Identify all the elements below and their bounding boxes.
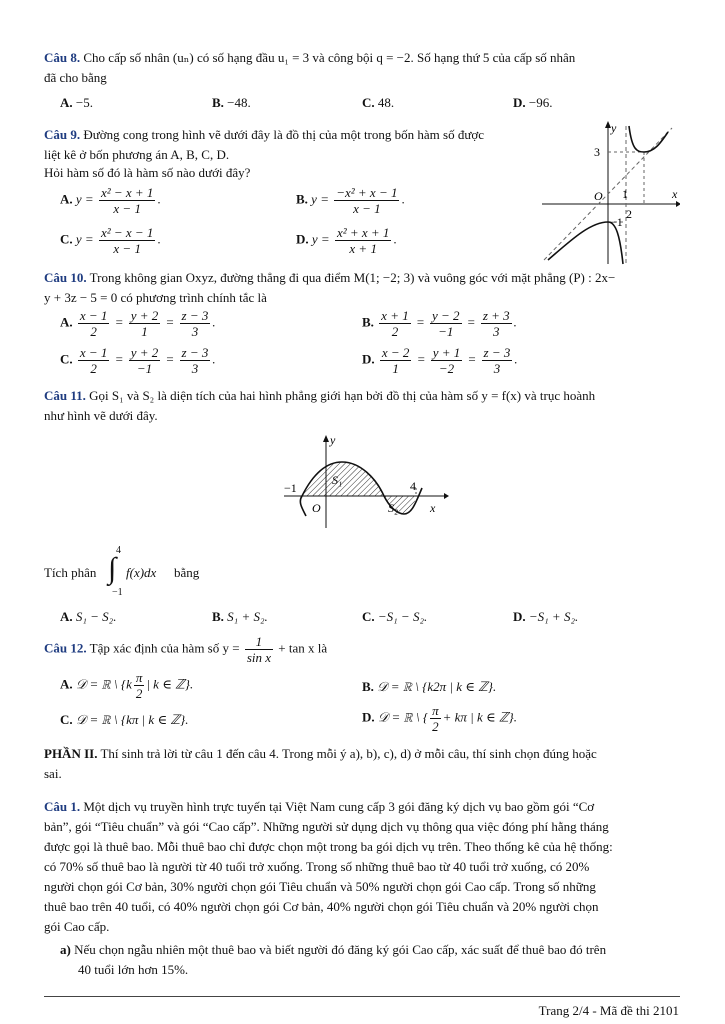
q10-label: Câu 10. <box>44 270 87 285</box>
p2q1-line4: có 70% số thuê bao là người từ 40 tuổi trở xuống. Trong số những thuê bao từ 40 tuổi trở xuống, có 20% <box>44 859 590 874</box>
q12-option-c[interactable]: C. 𝒟 = ℝ \ {kπ | k ∈ ℤ}. <box>60 712 189 727</box>
q8-stem-text: Cho cấp số nhân (uₙ) có số hạng đầu u₁ = 3 và công bội q = −2. Số hạng thứ 5 của cấp số nhân <box>83 50 576 65</box>
p2q1-label: Câu 1. <box>44 799 81 814</box>
q10-option-d[interactable]: D. $\frac{x - 2}{1}$ = $\frac{y + 1}{-2}$ = $\frac{z - 3}{3}$ . <box>362 345 518 376</box>
p2q1-line5: người chọn gói Cơ bản, 30% người chọn gói Tiêu chuẩn và 50% người chọn gói Cao cấp. Trong số những <box>44 879 596 894</box>
q9-label: Câu 9. <box>44 127 81 142</box>
q8-option-b[interactable]: B. −48. <box>212 95 251 110</box>
q9-stem-line2: liệt kê ở bốn phương án A, B, C, D. <box>44 147 230 162</box>
q11-integral-sign: ∫ <box>108 552 117 585</box>
q9-x-label: x <box>672 187 678 201</box>
q9-option-b[interactable]: B. y = $\frac{\text{−x² + x − 1}}{x - 1}$ . <box>296 185 405 216</box>
exam-page: Câu 8. Cho cấp số nhân (uₙ) có số hạng đầu u₁ = 3 và công bội q = −2. Số hạng thứ 5 của cấp số nhân đã cho bằng A. −5. B. −48. C. 48. D. −96. Câu 9. Đường cong trong hình vẽ dưới đây là đồ thị của một trong bốn hàm số được liệt kê ở bốn phương án A, B, C, D. Hỏi hàm số đó là hàm số nào dưới đây? A. y = $\frac{\text{x² − x + 1}}{x - 1}$ . B. y = $\frac{\text{−x² + x − 1}}{x - 1}$ . C. y = $\frac{\text{x² − x − 1}}{x - 1}$ . D. y = $\frac{\text{x² + x + 1}}{x + 1}$ . y x 3 O 1 2 −1 Câu 10. Trong không gian Oxyz, đường thẳng đi qua điểm M(1; −2; 3) và vuông góc với mặt phẳng (P) : 2x− y + 3z − 5 = 0 có phương trình chính tắc là A. $\frac{x - 1}{2}$ = $\frac{y + 2}{1}$ = $\frac{z - 3}{3}$ . B. $\frac{x + 1}{2}$ = $\frac{y - 2}{-1}$ = $\frac{z + 3}{3}$ . C. $\frac{x - 1}{2}$ = $\frac{y + 2}{-1}$ = $\frac{z - 3}{3}$ . D. $\frac{x - 2}{1}$ = $\frac{y + 1}{-2}$ = $\frac{z - 3}{3}$ . Câu 11. Gọi S₁ và S₂ là diện tích của hai hình phẳng giới hạn bởi đồ thị của hàm số y = f(x) và trục hoành như hình vẽ dưới đây. y x −1 O 4 S₁ S₂ Tích phân 4 ∫ −1 f(x)dx bằng A. S₁ − S₂. B. S₁ + S₂. C. −S₁ − S₂. D. −S₁ + S₂. Câu 12. Tập xác định của hàm số y = $\frac{1}{\text{sin x}}$ + tan x là A. 𝒟 = ℝ \ {k $\frac{\pi}{2}$ | k ∈ ℤ}. B. 𝒟 = ℝ \ {k2π | k ∈ ℤ}. C. 𝒟 = ℝ \ {kπ | k ∈ ℤ}. D. 𝒟 = ℝ \ { $\frac{\pi}{2}$ + kπ | k ∈ ℤ}. PHẦN II. Thí sinh trả lời từ câu 1 đến câu 4. Trong mỗi ý a), b), c), d) ở mỗi câu, thí sinh chọn đúng hoặc sai. Câu 1. Một dịch vụ truyền hình trực tuyến tại Việt Nam cung cấp 3 gói đăng ký dịch vụ bao gồm gói “Cơ bản”, gói “Tiêu chuẩn” và gói “Cao cấp”. Những người sử dụng dịch vụ thông qua việc đóng phí hằng tháng được gọi là thuê bao. Mỗi thuê bao chỉ được chọn một trong ba gói dịch vụ trên. Theo thống kê của hệ thống: có 70% số thuê bao là người từ 40 tuổi trở xuống. Trong số những thuê bao từ 40 tuổi trở xuống, có 20% người chọn gói Cơ bản, 30% người chọn gói Tiêu chuẩn và 50% người chọn gói Cao cấp. Trong số những thuê bao trên 40 tuổi, có 40% người chọn gói Cơ bản, 40% người chọn gói Tiêu chuẩn và 20% người chọn gói Cao cấp. a) Nếu chọn ngẫu nhiên một thuê bao và biết người đó đăng ký gói Cao cấp, xác suất để thuê bao đó trên 40 tuổi lớn hơn 15%. Trang 2/4 - Mã đề thi 2101 <box>44 50 679 1018</box>
q11-stem-line1: Câu 11. Gọi S₁ và S₂ là diện tích của hai hình phẳng giới hạn bởi đồ thị của hàm số y = f(x) và trục hoành <box>44 388 596 403</box>
p2q1-line6: thuê bao trên 40 tuổi, có 40% người chọn gói Cơ bản, 40% người chọn gói Tiêu chuẩn và 20% người chọn <box>44 899 599 914</box>
q11-y-arrow-icon <box>323 435 329 442</box>
q12-option-b[interactable]: B. 𝒟 = ℝ \ {k2π | k ∈ ℤ}. <box>362 679 497 694</box>
q11-option-d[interactable]: D. −S₁ + S₂. <box>513 609 579 624</box>
p2q1-line2: bản”, gói “Tiêu chuẩn” và gói “Cao cấp”. Những người sử dụng dịch vụ thông qua việc đóng phí hằng tháng <box>44 819 609 834</box>
q12-stem: Câu 12. Tập xác định của hàm số y = $\frac{1}{\text{sin x}}$ + tan x là <box>44 634 328 665</box>
p2q1-line3: được gọi là thuê bao. Mỗi thuê bao chỉ được chọn một trong ba gói dịch vụ trên. Theo thống kê của hệ thống: <box>44 839 613 854</box>
q8-label: Câu 8. <box>44 50 81 65</box>
q9-option-d[interactable]: D. y = $\frac{\text{x² + x + 1}}{x + 1}$ . <box>296 225 397 256</box>
q11-label: Câu 11. <box>44 388 86 403</box>
q9-x-arrow-icon <box>676 201 680 207</box>
q10-stem-line2: y + 3z − 5 = 0 có phương trình chính tắc là <box>44 290 267 305</box>
q9-function-graph <box>540 116 680 266</box>
part2-heading-line2: sai. <box>44 766 62 781</box>
q11-option-c[interactable]: C. −S₁ − S₂. <box>362 609 428 624</box>
q10-option-c[interactable]: C. $\frac{x - 1}{2}$ = $\frac{y + 2}{-1}$ = $\frac{z - 3}{3}$ . <box>60 345 216 376</box>
q11-x-arrow-icon <box>444 493 449 499</box>
q11-area-graph <box>280 432 450 532</box>
q9-tick-2: 2 <box>626 207 632 221</box>
q11-option-a[interactable]: A. S₁ − S₂. <box>60 609 117 624</box>
q9-stem-line3: Hỏi hàm số đó là hàm số nào dưới đây? <box>44 165 251 180</box>
part2-title: PHẦN II. <box>44 746 98 761</box>
p2q1-item-a-line2: 40 tuổi lớn hơn 15%. <box>78 962 189 977</box>
q9-tick-1: 1 <box>622 187 628 201</box>
q11-s1-label: S₁ <box>332 473 343 487</box>
q9-origin-label: O <box>594 189 603 203</box>
p2q1-line7: gói Cao cấp. <box>44 919 110 934</box>
part2-heading-line1: PHẦN II. Thí sinh trả lời từ câu 1 đến câu 4. Trong mỗi ý a), b), c), d) ở mỗi câu, thí sinh chọn đúng hoặc <box>44 746 597 761</box>
q11-s2-label: S₂ <box>388 501 399 515</box>
q11-stem-line2: như hình vẽ dưới đây. <box>44 408 158 423</box>
q8-option-d[interactable]: D. −96. <box>513 95 553 110</box>
q9-curve-right-branch <box>629 126 668 152</box>
q11-y-label: y <box>330 433 336 447</box>
q12-stem-fraction: $\frac{1}{\text{sin x}}$ <box>246 634 272 665</box>
q9-option-c[interactable]: C. y = $\frac{\text{x² − x − 1}}{x - 1}$ . <box>60 225 161 256</box>
q8-stem-line2: đã cho bằng <box>44 70 107 85</box>
q9-option-a[interactable]: A. y = $\frac{\text{x² − x + 1}}{x - 1}$ . <box>60 185 161 216</box>
q9-option-d-fraction: $\frac{\text{x² + x + 1}}{x + 1}$ <box>336 225 390 256</box>
q11-origin-label: O <box>312 501 321 515</box>
page-footer: Trang 2/4 - Mã đề thi 2101 <box>538 1003 679 1018</box>
q9-option-c-fraction: $\frac{\text{x² − x − 1}}{x - 1}$ <box>100 225 154 256</box>
q8-stem-line1 <box>44 48 575 67</box>
q9-y-label: y <box>611 121 617 135</box>
p2q1-item-a[interactable]: a) Nếu chọn ngẫu nhiên một thuê bao và biết người đó đăng ký gói Cao cấp, xác suất để thuê bao đó trên <box>60 942 607 957</box>
q11-integral-lower: −1 <box>112 587 123 598</box>
q11-tick-4: 4 <box>410 479 416 493</box>
p2q1-line1: Câu 1. Một dịch vụ truyền hình trực tuyến tại Việt Nam cung cấp 3 gói đăng ký dịch vụ bao gồm gói “Cơ <box>44 799 595 814</box>
q9-tick-neg1: −1 <box>610 215 623 229</box>
q11-integral-upper: 4 <box>116 545 121 556</box>
q11-tick-neg1: −1 <box>284 481 297 495</box>
q10-option-b[interactable]: B. $\frac{x + 1}{2}$ = $\frac{y - 2}{-1}$ = $\frac{z + 3}{3}$ . <box>362 308 517 339</box>
q11-option-b[interactable]: B. S₁ + S₂. <box>212 609 268 624</box>
footer-divider <box>44 996 680 997</box>
q8-option-a[interactable]: A. −5. <box>60 95 93 110</box>
q12-option-a[interactable]: A. 𝒟 = ℝ \ {k $\frac{\pi}{2}$ | k ∈ ℤ}. <box>60 670 194 701</box>
q9-stem-line1: Câu 9. Đường cong trong hình vẽ dưới đây là đồ thị của một trong bốn hàm số được <box>44 127 485 142</box>
q10-stem-line1: Câu 10. Trong không gian Oxyz, đường thẳng đi qua điểm M(1; −2; 3) và vuông góc với mặt phẳng (P) : 2x− <box>44 270 616 285</box>
q12-label: Câu 12. <box>44 640 87 656</box>
q11-x-label: x <box>430 501 436 515</box>
q9-tick-3: 3 <box>594 145 600 159</box>
q12-option-d[interactable]: D. 𝒟 = ℝ \ { $\frac{\pi}{2}$ + kπ | k ∈ ℤ}. <box>362 703 517 734</box>
q11-region-s1 <box>302 462 384 496</box>
q9-option-a-fraction: $\frac{\text{x² − x + 1}}{x - 1}$ <box>100 185 154 216</box>
q8-option-c[interactable]: C. 48. <box>362 95 395 110</box>
q10-option-a[interactable]: A. $\frac{x - 1}{2}$ = $\frac{y + 2}{1}$ = $\frac{z - 3}{3}$ . <box>60 308 216 339</box>
q9-option-b-fraction: $\frac{\text{−x² + x − 1}}{x - 1}$ <box>336 185 398 216</box>
